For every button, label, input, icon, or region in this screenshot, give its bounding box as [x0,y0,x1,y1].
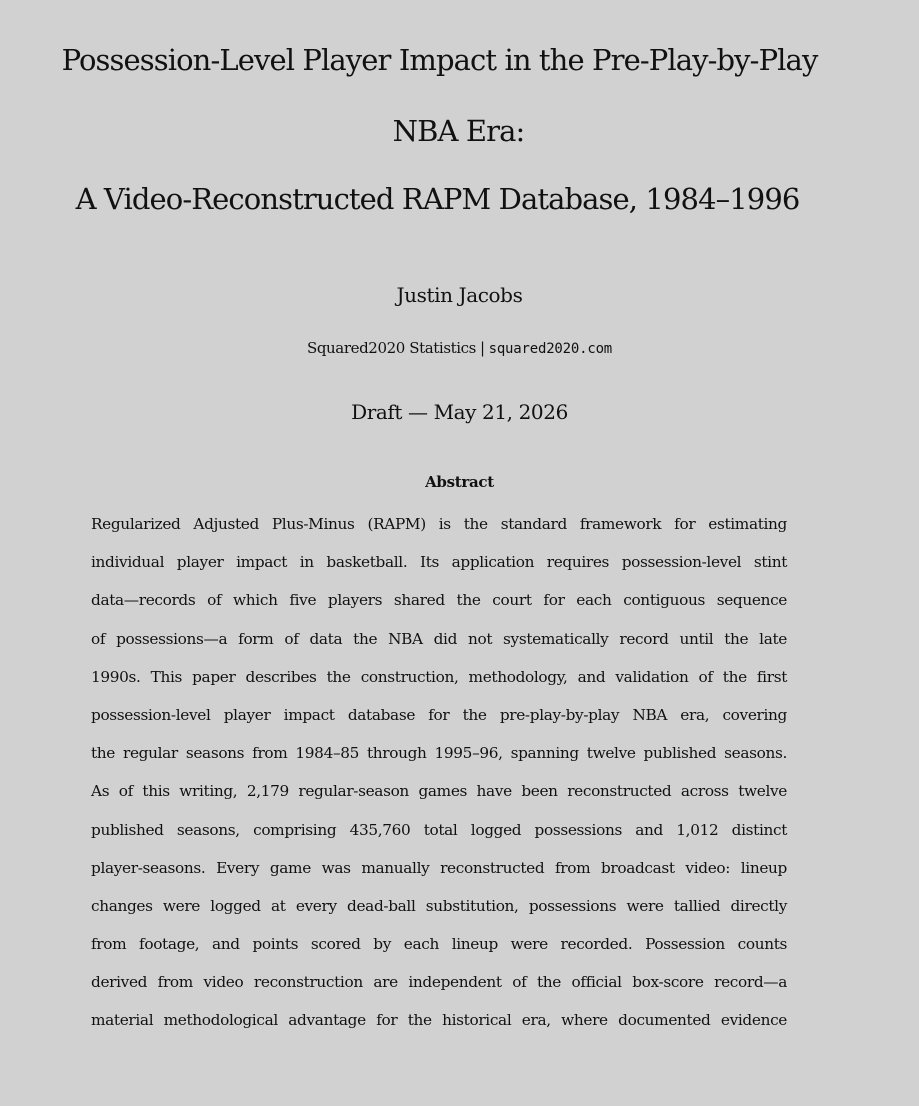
abstract-line: possession-level player impact database for the pre-play-by-play NBA era, covering [91,705,787,724]
abstract-line: the regular seasons from 1984–85 through 1995–96, spanning twelve published seasons. [91,744,787,763]
affiliation [0,341,919,356]
abstract-line: data—records of which five players shared the court for each contiguous sequence [91,591,787,610]
abstract-line: of possessions—a form of data the NBA did not systematically record until the late [91,629,787,648]
title-line-2: NBA Era: [392,114,525,148]
abstract-line: 1990s. This paper describes the construction, methodology, and validation of the first [91,667,787,686]
title-line-3: A Video-Reconstructed RAPM Database, 1984–1996 [75,182,800,216]
abstract-line: As of this writing, 2,179 regular-season games have been reconstructed across twelve [91,782,787,801]
affiliation-separator: | [479,339,485,357]
abstract-body [91,510,787,1045]
abstract-line: material methodological advantage for the historical era, where documented evidence [91,1011,787,1030]
abstract-line: individual player impact in basketball. Its application requires possession-level stint [91,553,787,572]
abstract-heading: Abstract [425,473,494,491]
title-line-1: Possession-Level Player Impact in the Pre-Play-by-Play [61,43,818,77]
author-name: Justin Jacobs [396,283,523,307]
draft-date: Draft — May 21, 2026 [351,400,568,424]
affiliation-organization: Squared2020 Statistics [306,339,476,357]
abstract-line: published seasons, comprising 435,760 total logged possessions and 1,012 distinct [91,820,787,839]
abstract-line: Regularized Adjusted Plus-Minus (RAPM) is the standard framework for estimating [91,515,787,533]
affiliation-website-link[interactable]: squared2020.com [488,341,613,357]
abstract-line: player-seasons. Every game was manually reconstructed from broadcast video: lineup [91,858,787,877]
abstract-line: changes were logged at every dead-ball substitution, possessions were tallied directly [91,896,787,915]
abstract-line: derived from video reconstruction are independent of the official box-score record—a [91,973,787,992]
abstract-line: from footage, and points scored by each lineup were recorded. Possession counts [91,935,787,954]
